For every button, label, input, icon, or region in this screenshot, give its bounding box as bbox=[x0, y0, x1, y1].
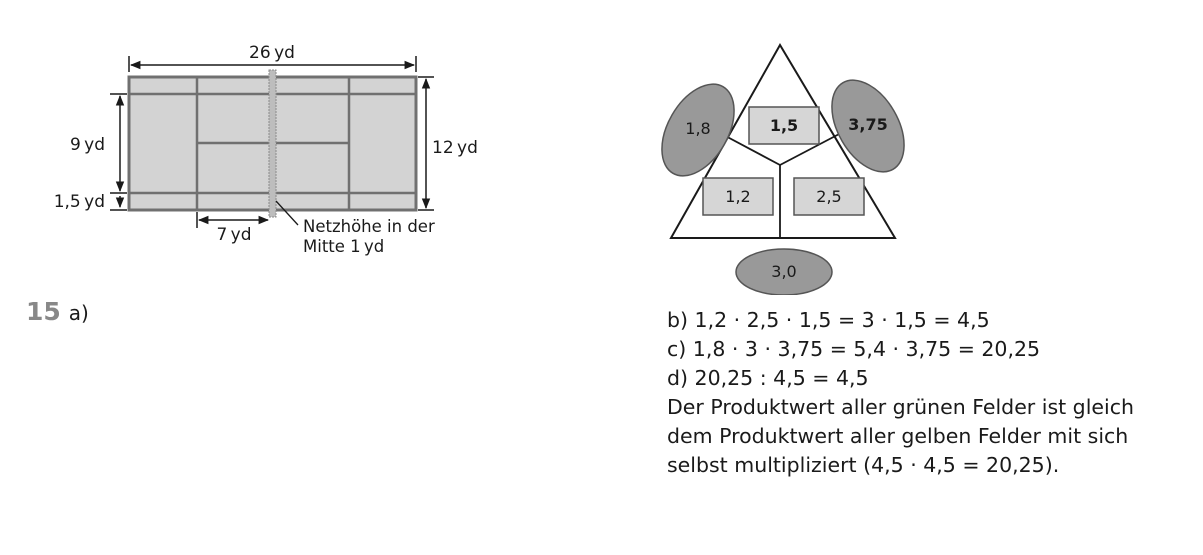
width-label: 26 yd bbox=[249, 43, 295, 63]
conclusion-line-1: Der Produktwert aller grünen Felder ist gleich bbox=[667, 395, 1134, 419]
inner-height-label: 9 yd bbox=[69, 135, 105, 155]
answer-b: b) 1,2 · 2,5 · 1,5 = 3 · 1,5 = 4,5 bbox=[667, 308, 990, 332]
conclusion-line-3: selbst multipliziert (4,5 · 4,5 = 20,25). bbox=[667, 453, 1060, 477]
answer-c: c) 1,8 · 3 · 3,75 = 5,4 · 3,75 = 20,25 bbox=[667, 337, 1041, 361]
net-note-line2: Mitte 1 yd bbox=[303, 237, 385, 256]
left-box-value: 1,2 bbox=[725, 187, 751, 206]
side-strip-dimension bbox=[54, 192, 127, 212]
side-strip-label: 1,5 yd bbox=[53, 192, 105, 212]
width-dimension bbox=[129, 43, 416, 72]
right-box-value: 2,5 bbox=[816, 187, 842, 206]
service-length-dimension bbox=[197, 212, 268, 245]
total-height-label: 12 yd bbox=[432, 138, 478, 158]
top-box-value: 1,5 bbox=[769, 116, 799, 135]
answer-d: d) 20,25 : 4,5 = 4,5 bbox=[667, 366, 869, 390]
task-part: a) bbox=[68, 301, 89, 325]
net-note-line1: Netzhöhe in der bbox=[303, 217, 435, 236]
inner-height-dimension bbox=[70, 94, 127, 193]
right-oval-value: 3,75 bbox=[848, 115, 888, 134]
service-length-label: 7 yd bbox=[216, 225, 252, 245]
triangle-diagram bbox=[655, 35, 935, 295]
answers-block bbox=[667, 306, 1187, 480]
bottom-oval-value: 3,0 bbox=[771, 262, 797, 281]
total-height-dimension bbox=[418, 77, 478, 210]
conclusion-line-2: dem Produktwert aller gelben Felder mit sich bbox=[667, 424, 1129, 448]
court-diagram bbox=[0, 0, 520, 290]
task-number: 15 bbox=[26, 297, 61, 326]
task-label bbox=[26, 297, 89, 326]
left-oval-value: 1,8 bbox=[685, 119, 711, 138]
net bbox=[269, 70, 276, 217]
